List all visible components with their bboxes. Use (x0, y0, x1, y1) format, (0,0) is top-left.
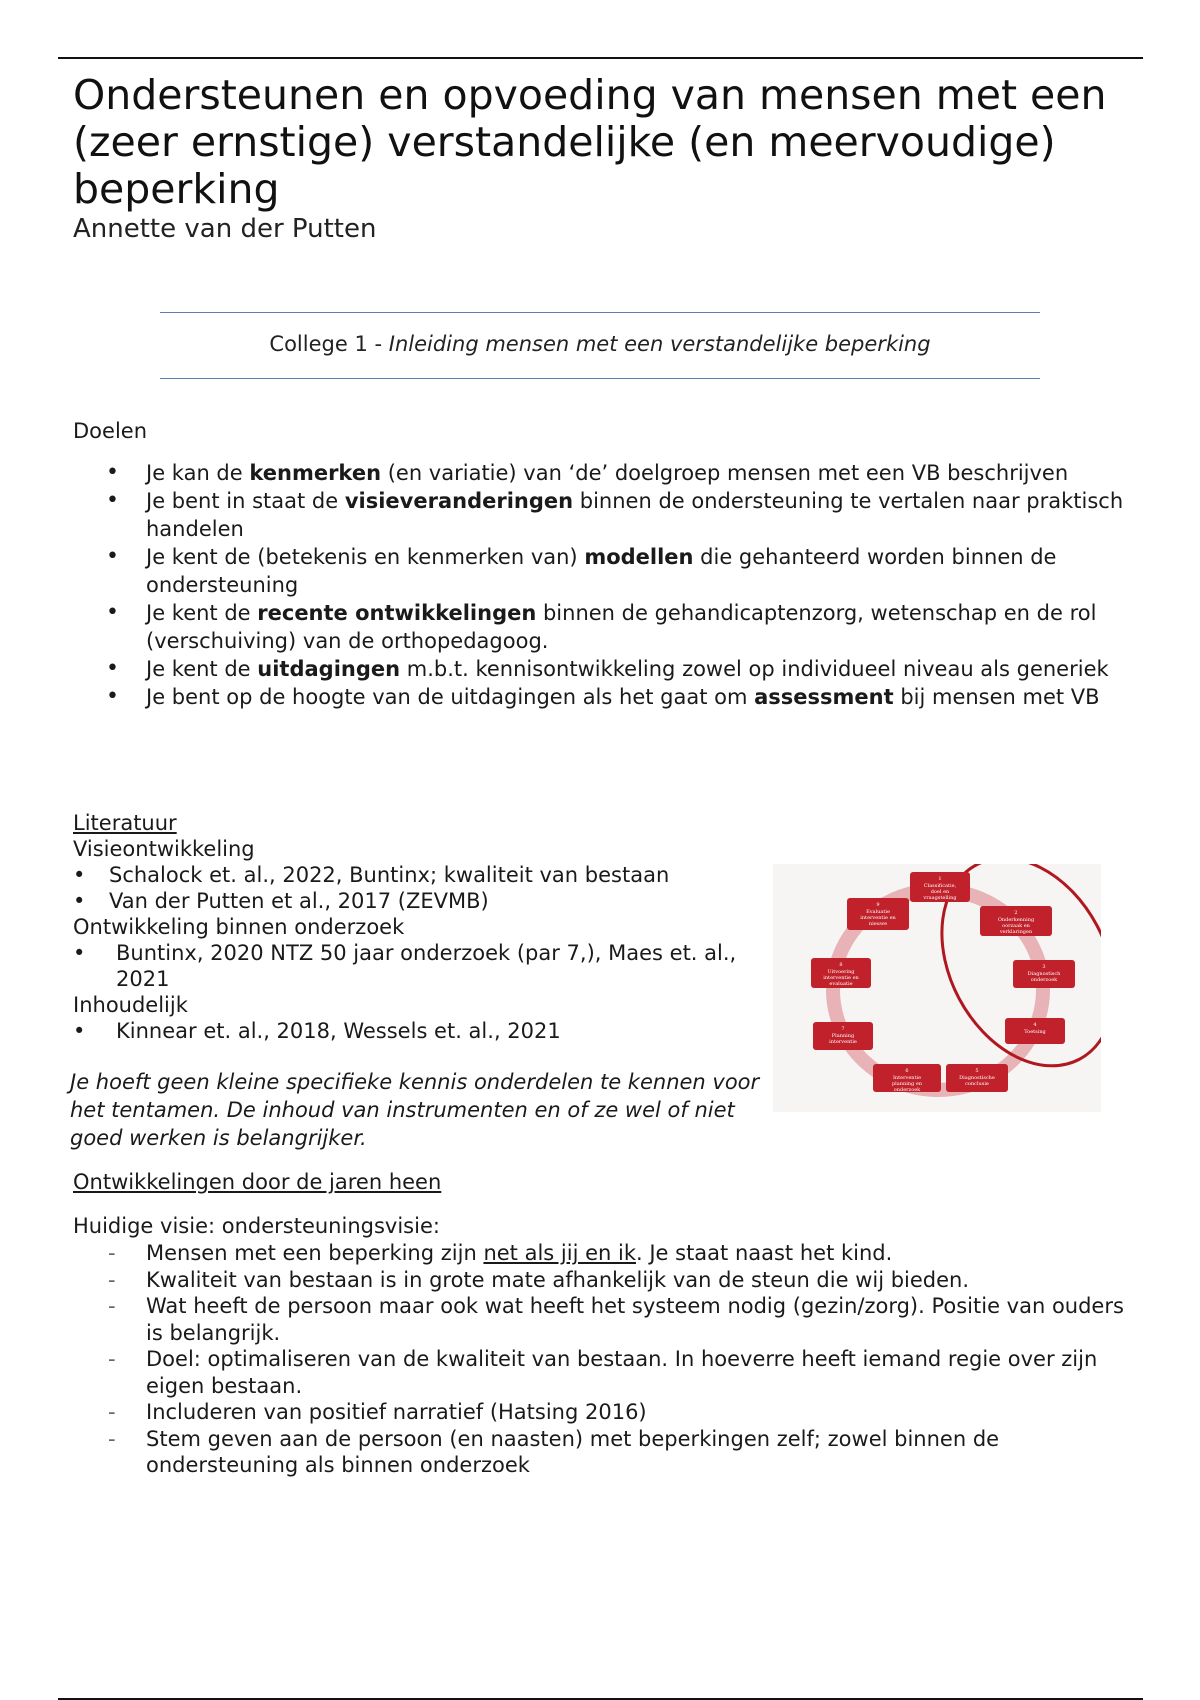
college-subtitle: Inleiding mensen met een verstandelijke beperking (388, 332, 931, 356)
cycle-step-label: interventie en (860, 915, 896, 921)
college-top-rule (160, 312, 1040, 313)
visie-item: - Mensen met een beperking zijn net als jij en ik. Je staat naast het kind. (73, 1240, 1133, 1267)
cycle-step-label: planning en (891, 1081, 923, 1087)
goal-item: • Je bent in staat de visieveranderingen binnen de ondersteuning te vertalen naar praktisch handelen (73, 487, 1133, 543)
doelen-heading: Doelen (73, 419, 148, 443)
college-label: College 1 (269, 332, 368, 356)
cycle-diagram-svg (773, 864, 1101, 1112)
cycle-step-label: Classificatie, (923, 883, 957, 889)
huidige-visie-label: Huidige visie: ondersteuningsvisie: (73, 1214, 440, 1238)
cycle-step-number: 9 (876, 902, 880, 908)
literatuur-section (73, 810, 763, 1044)
cycle-step-label: doel en (930, 889, 950, 895)
goal-item: • Je kan de kenmerken (en variatie) van ‘de’ doelgroep mensen met een VB beschrijven (73, 459, 1133, 487)
goal-item: • Je kent de recente ontwikkelingen binnen de gehandicaptenzorg, wetenschap en de rol (verschuiving) van de orthopedagoog. (73, 599, 1133, 655)
cycle-step-number: 4 (1033, 1022, 1037, 1028)
cycle-step-label: Diagnostische (959, 1075, 995, 1081)
cycle-step-label: verklaringen (999, 929, 1033, 935)
cycle-step-number: 5 (975, 1068, 979, 1074)
goal-item: • Je kent de uitdagingen m.b.t. kennisontwikkeling zowel op individueel niveau als generiek (73, 655, 1133, 683)
cycle-step-label: evaluatie (829, 981, 853, 987)
cycle-step-label: conclusie (965, 1081, 989, 1087)
onderzoek-heading: Ontwikkeling binnen onderzoek (73, 915, 405, 939)
page-title: Ondersteunen en opvoeding van mensen met een (zeer ernstige) verstandelijke (en meervoudige) beperking (73, 71, 1107, 213)
doelen-list (73, 459, 1133, 711)
inhoud-heading: Inhoudelijk (73, 993, 188, 1017)
cycle-diagram (773, 864, 1101, 1112)
exam-note: Je hoeft geen kleine specifieke kennis onderdelen te kennen voor het tentamen. De inhoud van instrumenten en of ze wel of niet goed werken is belangrijker. (70, 1070, 760, 1150)
college-heading (160, 330, 1040, 358)
cycle-step-label: interventie en (823, 975, 859, 981)
cycle-step-label: vraagstelling (923, 895, 957, 901)
visie-heading: Visieontwikkeling (73, 837, 255, 861)
top-rule (58, 57, 1143, 59)
cycle-step-label: Onderkenning (997, 917, 1035, 923)
cycle-step-label: nieuwe (868, 921, 888, 927)
visie-item: - Stem geven aan de persoon (en naasten) met beperkingen zelf; zowel binnen de ondersteuning als binnen onderzoek (73, 1426, 1133, 1479)
cycle-step-label: Uitvoering (827, 969, 855, 975)
college-bottom-rule (160, 378, 1040, 379)
literature-item: • Kinnear et. al., 2018, Wessels et. al., 2021 (73, 1018, 763, 1044)
cycle-step-label: interventie (829, 1039, 857, 1045)
literature-item: • Schalock et. al., 2022, Buntinx; kwaliteit van bestaan (73, 862, 763, 888)
goal-item: • Je bent op de hoogte van de uitdagingen als het gaat om assessment bij mensen met VB (73, 683, 1133, 711)
cycle-step-number: 1 (938, 876, 942, 882)
cycle-step-label: Interventie (892, 1075, 922, 1081)
author: Annette van der Putten (73, 214, 377, 244)
cycle-step-number: 3 (1042, 964, 1046, 970)
visie-item: - Includeren van positief narratief (Hatsing 2016) (73, 1399, 1133, 1426)
visie-list (73, 1240, 1133, 1479)
cycle-step-label: onderzoek (893, 1087, 921, 1093)
cycle-step-label: Planning (831, 1033, 855, 1039)
cycle-step-label: onderzoek (1030, 977, 1058, 983)
visie-item: - Doel: optimaliseren van de kwaliteit van bestaan. In hoeverre heeft iemand regie over zijn eigen bestaan. (73, 1346, 1133, 1399)
visie-item: - Wat heeft de persoon maar ook wat heeft het systeem nodig (gezin/zorg). Positie van ouders is belangrijk. (73, 1293, 1133, 1346)
visie-item: - Kwaliteit van bestaan is in grote mate afhankelijk van de steun die wij bieden. (73, 1267, 1133, 1294)
literatuur-heading: Literatuur (73, 811, 177, 835)
cycle-step-number: 8 (839, 962, 843, 968)
cycle-step-label: oorzaak en (1002, 923, 1030, 929)
college-separator: - (367, 332, 389, 356)
literature-item: • Buntinx, 2020 NTZ 50 jaar onderzoek (par 7,), Maes et. al., 2021 (73, 940, 763, 992)
cycle-step-number: 6 (905, 1068, 909, 1074)
cycle-step-label: Evaluatie (866, 909, 890, 915)
cycle-step-number: 7 (841, 1026, 845, 1032)
cycle-step-label: Toetsing (1024, 1029, 1046, 1035)
cycle-step-label: Diagnostisch (1027, 971, 1061, 977)
literature-item: • Van der Putten et al., 2017 (ZEVMB) (73, 888, 763, 914)
goal-item: • Je kent de (betekenis en kenmerken van) modellen die gehanteerd worden binnen de ondersteuning (73, 543, 1133, 599)
ontwikkelingen-heading: Ontwikkelingen door de jaren heen (73, 1170, 442, 1194)
cycle-step-number: 2 (1014, 910, 1018, 916)
